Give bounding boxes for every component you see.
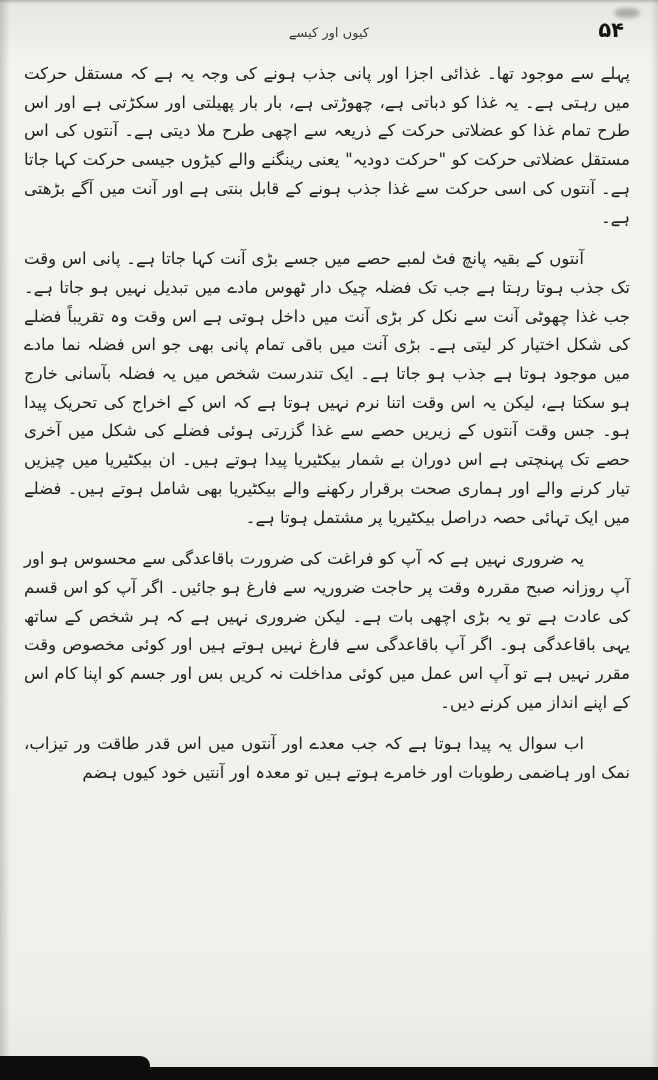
paragraph-1: پہلے سے موجود تھا۔ غذائی اجزا اور پانی جذب ہونے کی وجہ یہ ہے کہ مستقل حرکت میں رہتی ہے۔ یہ غذا کو دباتی ہے، چھوڑتی ہے، بار بار پھیلتی اور سکڑتی ہے اور اس طرح تمام غذا کو عضلاتی حرکت کے ذریعہ سے اچھی طرح ملا دیتی ہے۔ آنتوں کی اس مستقل عضلاتی حرکت کو "حرکت دودیہ" یعنی رینگنے والے کیڑوں جیسی حرکت کہا جاتا ہے۔ آنتوں کی اسی حرکت سے غذا جذب ہونے کے قابل بنتی ہے اور آنت میں آگے بڑھتی ہے۔ [24, 64, 630, 227]
paragraph-2: آنتوں کے بقیہ پانچ فٹ لمبے حصے میں جسے بڑی آنت کہا جاتا ہے۔ پانی اس وقت تک جذب ہوتا رہتا ہے جب تک فضلہ چیک دار ٹھوس مادے میں تبدیل نہیں ہو جاتا ہے۔ جب غذا چھوٹی آنت سے نکل کر بڑی آنت میں داخل ہوتی ہے اس وقت وہ تقریباً فضلے کی شکل اختیار کر لیتی ہے۔ بڑی آنت میں باقی تمام پانی بھی جو اس فضلہ نما مادے میں موجود ہوتا ہے جذب ہو جاتا ہے۔ ایک تندرست شخص میں یہ فضلہ بآسانی خارج ہو سکتا ہے، لیکن یہ اس وقت اتنا نرم نہیں ہوتا ہے کہ اس کے اخراج کی تحریک پیدا ہو۔ جس وقت آنتوں کے زیریں حصے سے غذا گزرتی ہوئی فضلے کی شکل میں آخری حصے تک پہنچتی ہے اس دوران بے شمار بیکٹیریا پیدا ہوتے ہیں۔ ان بیکٹیریا میں چیزیں تیار کرنے والے اور ہماری صحت برقرار رکھنے والے بیکٹیریا بھی شامل ہوتے ہیں۔ فضلے میں ایک تہائی حصہ دراصل بیکٹیریا پر مشتمل ہوتا ہے۔ [24, 249, 630, 527]
page-number: ۵۴ [598, 18, 624, 42]
paragraph-3: یہ ضروری نہیں ہے کہ آپ کو فراغت کی ضرورت باقاعدگی سے محسوس ہو اور آپ روزانہ صبح مقررہ وقت پر حاجت ضروریہ سے فارغ ہو جائیں۔ اگر آپ کو اس قسم کی عادت ہے تو یہ بڑی اچھی بات ہے۔ لیکن ضروری نہیں ہے کہ ہر شخص کے ساتھ یہی باقاعدگی ہو۔ اگر آپ باقاعدگی سے فارغ نہیں ہوتے ہیں اور کوئی مخصوص وقت مقرر نہیں ہے تو آپ اس عمل میں کوئی مداخلت نہ کریں بس اور جسم کو اپنا کام اس کے اپنے انداز میں کرنے دیں۔ [24, 549, 630, 712]
page-body [0, 52, 658, 788]
running-header-title: کیوں اور کیسے [288, 26, 370, 41]
scan-edge-bottom-left [0, 1056, 150, 1080]
page-header [0, 0, 658, 52]
paragraph-4: اب سوال یہ پیدا ہوتا ہے کہ جب معدے اور آنتوں میں اس قدر طاقت ور تیزاب، نمک اور ہاضمی رطوبات اور خامرے ہوتے ہیں تو معدہ اور آنتیں خود کیوں ہضم [24, 734, 630, 783]
scan-edge-right [650, 0, 658, 1080]
scan-edge-left [0, 0, 10, 1080]
